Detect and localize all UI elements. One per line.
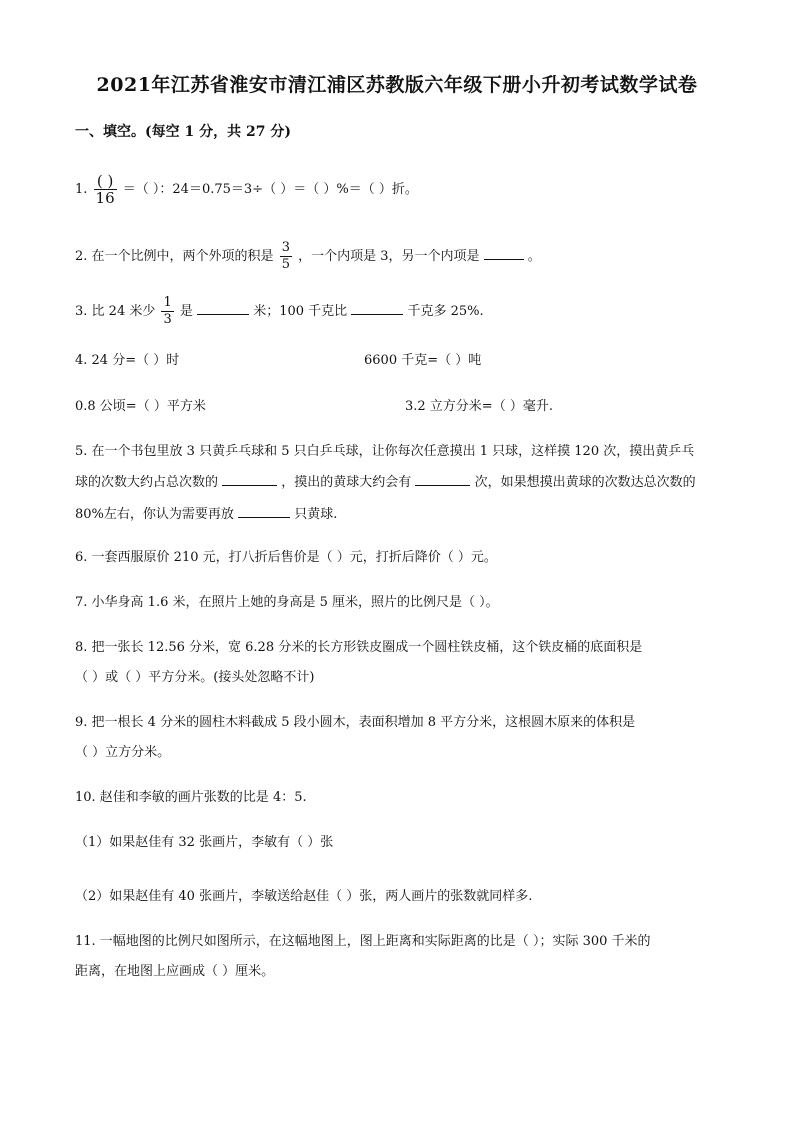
question-7: 7. 小华身高 1.6 米，在照片上她的身高是 5 厘米，照片的比例尺是（ ）。 [75,595,499,610]
question-10-stem: 10. 赵佳和李敏的画片张数的比是 4：5. [75,790,307,805]
question-5-text: 球的次数大约占总次数的 [75,475,219,490]
question-1-fraction [94,173,117,206]
question-3-text: 3. 比 24 米少 [75,304,156,319]
question-8-line-1: 8. 把一张长 12.56 分米，宽 6.28 分米的长方形铁皮圈成一个圆柱铁皮桶，这个铁皮桶的底面积是 [75,640,643,655]
question-10-part-2: （2）如果赵佳有 40 张画片，李敏送给赵佳（ ）张，两人画片的张数就同样多. [75,889,533,904]
question-1 [75,173,418,206]
question-11-line-2: 距离，在地图上应画成（ ）厘米。 [75,964,275,979]
answer-blank[interactable] [415,473,470,486]
fraction-denominator: 3 [163,312,172,327]
question-1-text: ＝（ ）：24＝0.75＝3÷（ ）＝（ ）%＝（ ）折。 [122,182,418,197]
answer-blank[interactable] [222,473,277,486]
question-4b: 6600 千克=（ ）吨 [364,353,482,368]
question-9-line-2: （ ）立方分米。 [75,745,171,760]
question-2-end: 。 [527,249,541,264]
question-5-line-2 [75,473,696,492]
question-1-number: 1. [75,182,88,197]
answer-blank[interactable] [484,247,524,260]
fraction-numerator: 3 [281,240,290,255]
question-5-text-5: 只黄球. [294,507,338,522]
question-3-text-3: 米；100 千克比 [253,304,348,319]
question-3 [75,295,484,328]
question-2-text-2: ，一个内项是 3，另一个内项是 [298,249,480,264]
question-3-fraction [161,295,173,328]
fraction-numerator: 1 [163,295,172,310]
answer-blank[interactable] [238,505,290,518]
answer-blank[interactable] [351,302,403,315]
question-5-text-3: 次，如果想摸出黄球的次数达总次数的 [474,475,696,490]
fraction-numerator: ( ) [94,173,117,190]
question-4a: 4. 24 分=（ ）时 [75,353,180,368]
question-5-line-3 [75,505,337,524]
question-2-text: 2. 在一个比例中，两个外项的积是 [75,249,274,264]
fraction-denominator: 5 [281,257,290,272]
exam-title: 2021年江苏省淮安市清江浦区苏教版六年级下册小升初考试数学试卷 [96,74,698,96]
question-11-line-1: 11. 一幅地图的比例尺如图所示，在这幅地图上，图上距离和实际距离的比是（ ）；实际 300 千米的 [75,934,651,949]
fraction-denominator: 16 [95,189,115,207]
question-5-text-4: 80%左右，你认为需要再放 [75,507,234,522]
question-6: 6. 一套西服原价 210 元，打八折后售价是（ ）元，打折后降价（ ）元。 [75,550,497,565]
question-5-line-1: 5. 在一个书包里放 3 只黄乒乓球和 5 只白乒乓球，让你每次任意摸出 1 只球，这样摸 120 次，摸出黄乒乓 [75,444,695,459]
answer-blank[interactable] [197,302,249,315]
question-8-line-2: （ ）或（ ）平方分米。(接头处忽略不计) [75,670,315,685]
question-2-fraction [280,240,292,273]
question-10-part-1: （1）如果赵佳有 32 张画片，李敏有（ ）张 [75,835,334,850]
question-4c: 0.8 公顷=（ ）平方米 [75,399,206,414]
question-5-text-2: ，摸出的黄球大约会有 [281,475,412,490]
section-1-heading: 一、填空。(每空 1 分，共 27 分) [75,124,291,140]
question-2 [75,240,541,273]
question-3-end: 千克多 25%. [407,304,484,319]
question-3-text-2: 是 [179,304,193,319]
question-9-line-1: 9. 把一根长 4 分米的圆柱木料截成 5 段小圆木，表面积增加 8 平方分米，这根圆木原来的体积是 [75,715,636,730]
question-4d: 3.2 立方分米=（ ）毫升. [405,399,553,414]
